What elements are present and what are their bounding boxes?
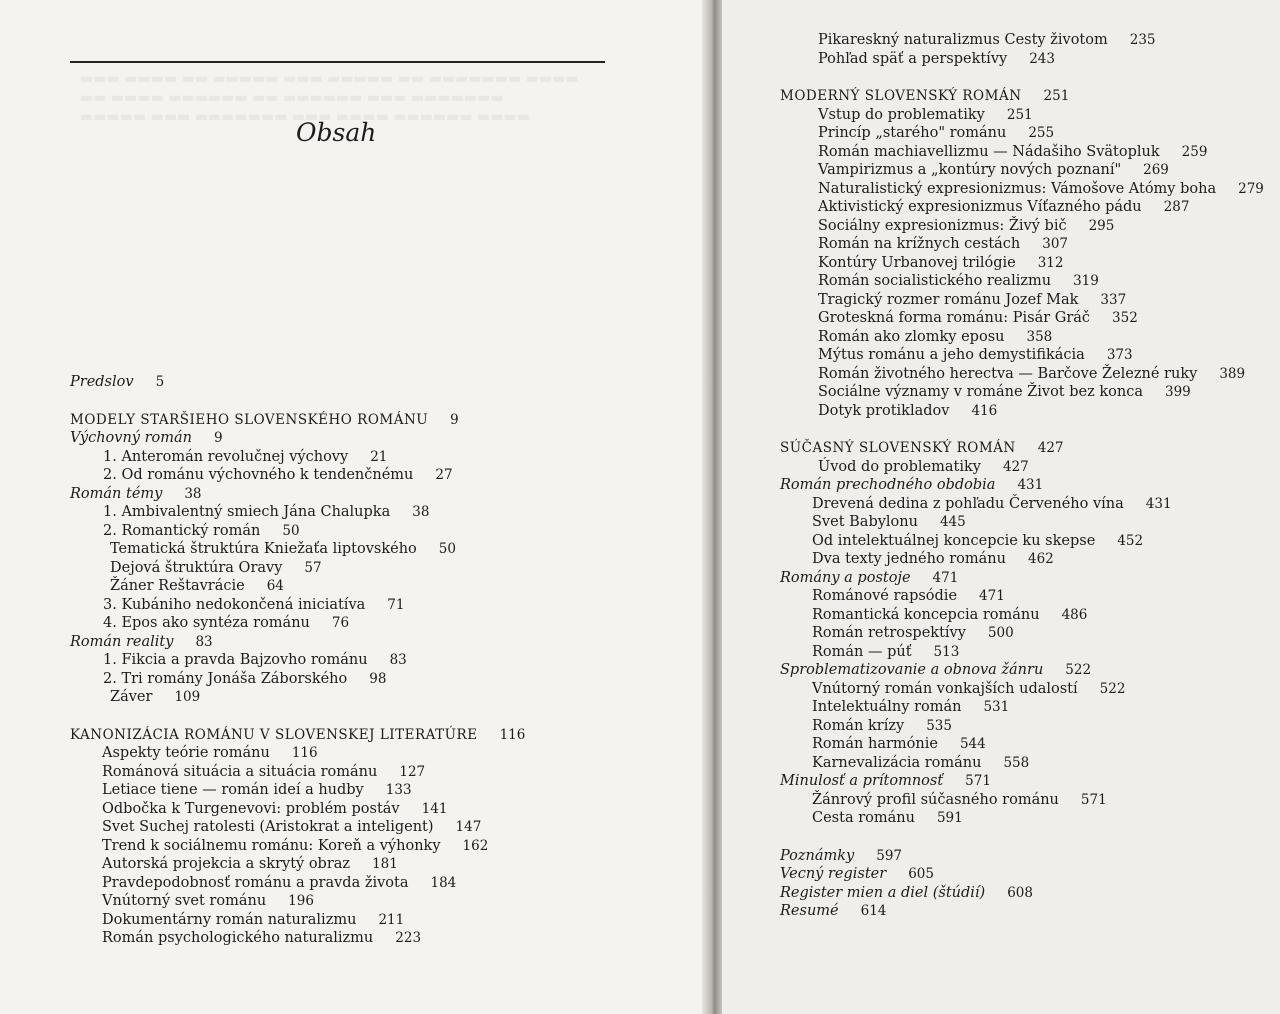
toc-entry-title: Poznámky (780, 847, 855, 864)
toc-entry (70, 744, 670, 763)
toc-entry-title: Úvod do problematiky (818, 458, 981, 475)
toc-entry-page: 431 (1017, 477, 1044, 493)
toc-entry-title: Román — púť (812, 643, 912, 660)
show-through-text: ▬▬▬ ▬▬▬▬ ▬▬ ▬▬▬▬▬ ▬▬▬ ▬▬▬▬▬ ▬▬ ▬▬▬▬▬▬▬ ▬▬▬▬ ▬▬ ▬▬▬▬ ▬▬▬▬▬▬ ▬▬ ▬▬▬▬▬▬ ▬▬▬ ▬▬▬▬▬▬▬ ▬▬▬▬▬ ▬▬▬ ▬▬▬▬▬▬▬ ▬▬▬ ▬▬▬▬ ▬▬▬▬▬▬ ▬▬▬▬ (80, 71, 579, 125)
toc-entry-page: 50 (282, 522, 300, 539)
toc-entry-title: Autorská projekcia a skrytý obraz (102, 856, 351, 872)
toc-entry (70, 818, 670, 837)
toc-entry-title: Sproblematizovanie a obnova žánru (780, 662, 1044, 678)
toc-entry (780, 550, 1270, 569)
toc-entry (780, 383, 1270, 402)
toc-entry-title: Záver (110, 689, 153, 705)
toc-entry-page: 531 (983, 699, 1010, 715)
toc-entry (780, 680, 1270, 699)
toc-entry-title: Dva texty jedného románu (812, 551, 1006, 567)
toc-entry-title: 1. Anteromán revolučnej výchovy (103, 448, 349, 465)
toc-entry-title: Kontúry Urbanovej trilógie (818, 254, 1016, 271)
toc-entry (780, 754, 1270, 773)
toc-entry (70, 929, 670, 948)
toc-entry (70, 466, 670, 485)
toc-entry-title: Sociálne významy v románe Život bez konca (818, 384, 1143, 400)
toc-entry-title: Naturalistický expresionizmus: Vámošove Atómy boha (818, 180, 1217, 197)
toc-entry-title: Román témy (70, 485, 163, 502)
toc-entry (780, 809, 1270, 828)
toc-entry-page: 133 (385, 782, 412, 798)
toc-entry (780, 865, 1270, 884)
toc-entry-title: Román psychologického naturalizmu (102, 930, 374, 946)
toc-entry-page: 259 (1181, 143, 1208, 160)
toc-entry-title: Román ako zlomky eposu (818, 328, 1005, 345)
toc-entry-title: Resumé (780, 903, 839, 919)
toc-entry-title: SÚČASNÝ SLOVENSKÝ ROMÁN (780, 440, 1016, 456)
toc-entry-page: 558 (1003, 754, 1030, 771)
toc-entry-title: Aktivistický expresionizmus Víťazného pádu (818, 199, 1142, 215)
toc-entry-title: Odbočka k Turgenevovi: problém postáv (102, 800, 400, 817)
toc-entry-page: 141 (421, 800, 448, 817)
toc-entry (780, 643, 1270, 662)
toc-entry-title: 2. Tri romány Jonáša Záborského (103, 670, 348, 687)
toc-entry-title: Román harmónie (812, 736, 938, 752)
toc-entry (780, 735, 1270, 754)
toc-entry-page: 162 (462, 837, 489, 854)
toc-entry-title: 1. Fikcia a pravda Bajzovho románu (103, 652, 368, 668)
toc-entry (780, 217, 1270, 236)
toc-entry (70, 726, 670, 745)
toc-entry-title: Intelektuálny román (812, 699, 962, 715)
toc-entry-page: 307 (1042, 236, 1069, 252)
toc-entry-title: Romantická koncepcia románu (812, 606, 1040, 623)
toc-entry-title: Román reality (70, 633, 174, 650)
toc-entry (780, 476, 1270, 495)
toc-entry (70, 559, 670, 578)
toc-entry-page: 522 (1099, 680, 1126, 697)
toc-entry (70, 577, 670, 596)
toc-entry-title: 3. Kubániho nedokončená iniciatíva (103, 596, 366, 613)
toc-entry (780, 346, 1270, 365)
toc-entry (70, 540, 670, 559)
toc-entry-page: 269 (1143, 162, 1169, 178)
toc-entry-title: Pohľad späť a perspektívy (818, 50, 1008, 67)
toc-entry-title: 1. Ambivalentný smiech Jána Chalupka (103, 504, 391, 520)
toc-entry-title: MODERNÝ SLOVENSKÝ ROMÁN (780, 88, 1022, 104)
toc-entry-page: 513 (933, 643, 960, 660)
toc-entry-page: 116 (499, 726, 526, 743)
toc-entry-page: 127 (399, 763, 426, 780)
toc-entry-page: 427 (1002, 458, 1029, 475)
toc-entry-page: 295 (1088, 217, 1115, 234)
toc-entry-title: Román životného herectva — Barčove Železné ruky (818, 365, 1198, 382)
toc-entry-page: 486 (1061, 606, 1088, 623)
toc-entry-page: 196 (288, 893, 314, 909)
toc-entry-page: 251 (1006, 106, 1033, 123)
toc-entry (780, 50, 1270, 69)
toc-entry-page: 71 (387, 596, 405, 613)
toc-entry (780, 717, 1270, 736)
toc-entry-title: Groteskná forma románu: Pisár Gráč (818, 310, 1091, 326)
toc-entry-title: Karnevalizácia románu (812, 754, 982, 771)
toc-entry (70, 485, 670, 504)
toc-entry (70, 522, 670, 541)
toc-entry-page: 38 (412, 504, 430, 520)
toc-entry-page: 83 (195, 633, 213, 650)
toc-entry-title: Román prechodného obdobia (780, 477, 996, 493)
toc-entry-page: 427 (1037, 440, 1064, 456)
toc-entry-page: 416 (971, 402, 998, 419)
toc-entry-page: 399 (1164, 384, 1191, 400)
toc-entry (780, 309, 1270, 328)
toc-entry-title: Predslov (70, 374, 134, 390)
toc-entry (70, 688, 670, 707)
toc-entry-title: Princíp „starého" románu (818, 125, 1007, 141)
toc-entry-page: 76 (331, 615, 350, 631)
toc-entry (70, 874, 670, 893)
toc-entry-page: 9 (450, 411, 459, 428)
toc-entry (70, 911, 670, 930)
toc-entry-page: 471 (932, 569, 959, 586)
toc-entry-page: 337 (1100, 291, 1127, 308)
toc-entry-page: 57 (304, 559, 322, 576)
toc-entry-title: Aspekty teórie románu (102, 745, 270, 761)
toc-entry (70, 651, 670, 670)
toc-entry (780, 254, 1270, 273)
toc-entry-page: 50 (438, 541, 456, 557)
toc-entry-page: 319 (1073, 273, 1099, 289)
section-spacer (70, 707, 670, 726)
section-spacer (780, 828, 1270, 847)
toc-entry (780, 884, 1270, 903)
toc-entry-page: 243 (1029, 50, 1055, 67)
toc-entry (780, 587, 1270, 606)
toc-entry-title: 4. Epos ako syntéza románu (103, 615, 310, 631)
toc-entry-title: Vecný register (780, 866, 887, 882)
section-spacer (70, 392, 670, 411)
toc-entry (780, 439, 1270, 458)
page-title: Obsah (296, 118, 377, 147)
toc-entry-title: Tematická štruktúra Kniežaťa liptovského (110, 541, 417, 557)
toc-entry (70, 373, 670, 392)
toc-entry-title: Vstup do problematiky (818, 106, 985, 123)
toc-entry-title: Tragický rozmer románu Jozef Mak (818, 291, 1079, 308)
toc-entry (70, 429, 670, 448)
toc-entry-page: 352 (1112, 310, 1138, 326)
toc-entry (70, 448, 670, 467)
toc-entry-title: Žáner Reštavrácie (110, 578, 245, 594)
toc-entry-page: 38 (184, 485, 202, 502)
toc-entry-page: 431 (1145, 495, 1172, 512)
toc-entry-title: Minulosť a prítomnosť (780, 773, 944, 789)
toc-entry (780, 124, 1270, 143)
toc-entry-page: 9 (214, 430, 223, 446)
header-rule (70, 61, 605, 63)
toc-entry-page: 605 (908, 866, 934, 882)
toc-entry (70, 503, 670, 522)
toc-entry-page: 358 (1026, 328, 1053, 345)
toc-entry-page: 83 (389, 652, 407, 668)
toc-entry-title: Dotyk protikladov (818, 402, 950, 419)
toc-entry-title: Trend k sociálnemu románu: Koreň a výhonky (102, 837, 441, 854)
toc-entry-page: 109 (174, 689, 201, 705)
toc-entry-page: 116 (291, 745, 318, 761)
toc-entry (70, 670, 670, 689)
toc-entry (780, 365, 1270, 384)
toc-entry-title: Románové rapsódie (812, 588, 958, 604)
toc-entry-page: 21 (370, 448, 388, 465)
toc-entry (780, 87, 1270, 106)
toc-entry-title: Svet Suchej ratolesti (Aristokrat a inteligent) (102, 819, 434, 835)
toc-entry-title: Román machiavellizmu — Nádašiho Svätopluk (818, 143, 1160, 160)
toc-entry-page: 312 (1037, 254, 1064, 271)
toc-entry (780, 513, 1270, 532)
toc-entry-title: Vampirizmus a „kontúry nových poznaní" (818, 162, 1122, 178)
toc-entry (780, 291, 1270, 310)
toc-entry (780, 661, 1270, 680)
toc-entry (780, 698, 1270, 717)
toc-entry (780, 106, 1270, 125)
toc-entry (780, 143, 1270, 162)
toc-entry-title: Vnútorný román vonkajších udalostí (812, 680, 1078, 697)
toc-entry-page: 471 (979, 588, 1005, 604)
toc-entry-page: 255 (1028, 125, 1055, 141)
toc-entry (70, 781, 670, 800)
toc-entry (780, 235, 1270, 254)
toc-entry-page: 279 (1238, 180, 1264, 197)
toc-entry-title: Román socialistického realizmu (818, 273, 1052, 289)
toc-right (780, 31, 1270, 921)
toc-entry-title: Dejová štruktúra Oravy (110, 559, 283, 576)
toc-entry (780, 772, 1270, 791)
toc-entry-title: Romány a postoje (780, 569, 911, 586)
toc-entry-title: Výchovný román (70, 430, 192, 446)
toc-entry-page: 223 (395, 930, 422, 946)
toc-entry-page: 184 (430, 874, 457, 891)
toc-entry-title: 2. Romantický román (103, 522, 261, 539)
toc-entry-page: 27 (435, 467, 453, 483)
toc-entry-page: 535 (926, 717, 952, 734)
toc-entry (780, 532, 1270, 551)
toc-entry (780, 495, 1270, 514)
toc-entry-page: 522 (1065, 662, 1092, 678)
toc-entry (780, 180, 1270, 199)
toc-entry-title: Román krízy (812, 717, 905, 734)
section-spacer (780, 420, 1270, 439)
toc-entry-title: Dokumentárny román naturalizmu (102, 911, 357, 928)
toc-entry-page: 500 (987, 625, 1014, 641)
toc-entry-page: 614 (860, 903, 887, 919)
toc-entry-title: Románová situácia a situácia románu (102, 763, 378, 780)
toc-entry-title: Pikareskný naturalizmus Cesty životom (818, 32, 1108, 48)
toc-entry-page: 608 (1007, 884, 1033, 901)
toc-entry-title: Pravdepodobnosť románu a pravda života (102, 874, 409, 891)
toc-entry (70, 855, 670, 874)
toc-entry-title: 2. Od románu výchovného k tendenčnému (103, 467, 414, 483)
toc-entry (780, 902, 1270, 921)
toc-entry-title: Žánrový profil súčasného románu (812, 791, 1059, 808)
toc-entry (780, 272, 1270, 291)
toc-entry-title: Sociálny expresionizmus: Živý bič (818, 217, 1067, 234)
toc-entry-page: 147 (455, 819, 482, 835)
toc-entry (780, 458, 1270, 477)
toc-entry-page: 571 (965, 773, 991, 789)
toc-entry-title: Drevená dedina z pohľadu Červeného vína (812, 495, 1124, 512)
book-gutter (702, 0, 724, 1014)
toc-entry (780, 791, 1270, 810)
toc-entry-page: 287 (1163, 199, 1190, 215)
toc-entry (780, 847, 1270, 866)
toc-entry-page: 591 (936, 810, 963, 826)
toc-entry-page: 544 (959, 736, 986, 752)
toc-entry (70, 614, 670, 633)
toc-entry (780, 31, 1270, 50)
toc-entry-title: Register mien a diel (štúdií) (780, 884, 986, 901)
toc-entry (780, 198, 1270, 217)
toc-entry-page: 462 (1027, 551, 1054, 567)
toc-entry-page: 389 (1219, 365, 1246, 382)
toc-entry (780, 606, 1270, 625)
toc-entry (70, 837, 670, 856)
toc-entry (70, 800, 670, 819)
toc-entry-page: 98 (369, 670, 387, 687)
toc-entry-title: Mýtus románu a jeho demystifikácia (818, 347, 1085, 363)
toc-entry (780, 569, 1270, 588)
toc-entry-page: 181 (372, 856, 398, 872)
toc-entry-page: 445 (939, 514, 966, 530)
toc-entry-title: Vnútorný svet románu (102, 893, 267, 909)
section-spacer (780, 68, 1270, 87)
toc-entry-page: 211 (378, 911, 405, 928)
toc-entry-page: 5 (155, 374, 165, 390)
toc-left (70, 373, 670, 948)
toc-entry (780, 328, 1270, 347)
toc-entry (70, 892, 670, 911)
toc-entry-page: 235 (1129, 32, 1156, 48)
toc-entry-page: 452 (1117, 532, 1144, 549)
toc-entry-title: Román retrospektívy (812, 625, 966, 641)
toc-entry (780, 161, 1270, 180)
toc-entry (70, 411, 670, 430)
toc-entry (70, 763, 670, 782)
toc-entry-title: Svet Babylonu (812, 514, 918, 530)
toc-entry (780, 402, 1270, 421)
toc-entry-title: Cesta románu (812, 810, 915, 826)
toc-entry-title: Román na krížnych cestách (818, 236, 1021, 252)
toc-entry-page: 251 (1043, 88, 1070, 104)
toc-entry-page: 597 (876, 847, 903, 864)
toc-entry-title: Letiace tiene — román ideí a hudby (102, 782, 364, 798)
right-page (722, 0, 1280, 1014)
toc-entry-title: Od intelektuálnej koncepcie ku skepse (812, 532, 1096, 549)
toc-entry-page: 64 (266, 578, 284, 594)
toc-entry-title: KANONIZÁCIA ROMÁNU V SLOVENSKEJ LITERATÚRE (70, 726, 478, 743)
toc-entry (70, 633, 670, 652)
toc-entry-page: 373 (1106, 347, 1133, 363)
toc-entry (780, 624, 1270, 643)
toc-entry-title: MODELY STARŠIEHO SLOVENSKÉHO ROMÁNU (70, 411, 429, 428)
toc-entry (70, 596, 670, 615)
toc-entry-page: 571 (1080, 791, 1107, 808)
